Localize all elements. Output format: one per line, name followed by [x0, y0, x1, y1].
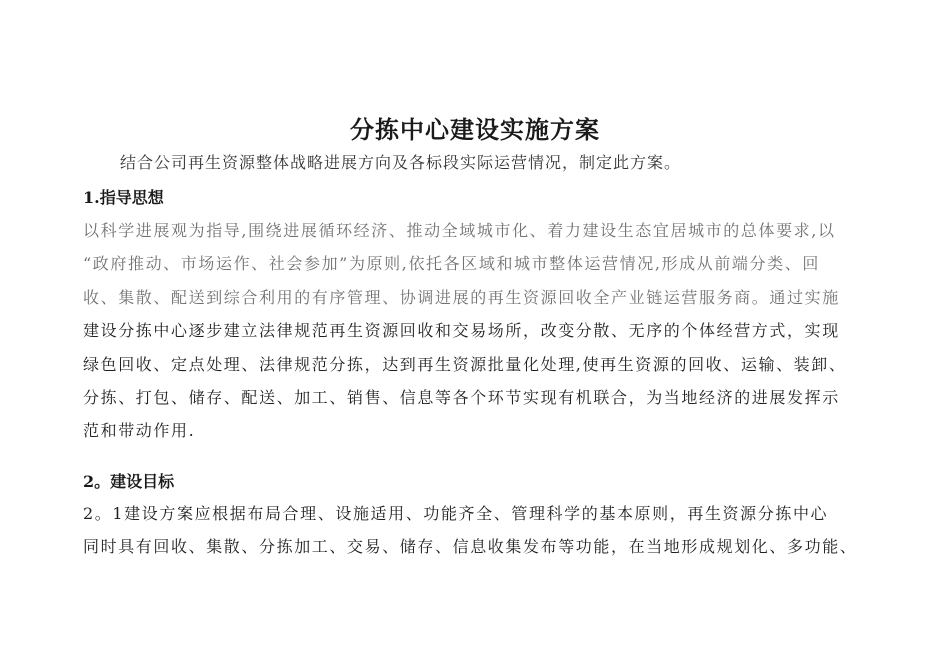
section-2-heading: 2。建设目标 — [83, 472, 175, 491]
section-1-paragraph — [83, 214, 883, 448]
section-2-paragraph — [83, 497, 883, 564]
paragraph-line: 收、集散、配送到综合利用的有序管理、协调进展的再生资源回收全产业链运营服务商。通过实施 — [83, 287, 840, 307]
paragraph-line: 建设分拣中心逐步建立法律规范再生资源回收和交易场所，改变分散、无序的个体经营方式，实现 — [83, 321, 840, 341]
paragraph-line: 同时具有回收、集散、分拣加工、交易、储存、信息收集发布等功能，在当地形成规划化、多功能、 — [83, 537, 858, 557]
section-1-heading: 1.指导思想 — [83, 188, 164, 207]
paragraph-line: 绿色回收、定点处理、法律规范分拣，达到再生资源批量化处理,使再生资源的回收、运输、装卸、 — [83, 354, 847, 374]
paragraph-line: 分拣、打包、储存、配送、加工、销售、信息等各个环节实现有机联合，为当地经济的进展发挥示 — [83, 388, 840, 408]
intro-paragraph: 结合公司再生资源整体战略进展方向及各标段实际运营情况，制定此方案。 — [120, 153, 682, 172]
paragraph-line: 以科学进展观为指导,围绕进展循环经济、推动全域城市化、着力建设生态宜居城市的总体要求,以 — [83, 221, 836, 240]
paragraph-line: 范和带动作用. — [83, 421, 196, 441]
paragraph-line: 2。1建设方案应根据布局合理、设施适用、功能齐全、管理科学的基本原则，再生资源分拣中心 — [83, 504, 829, 523]
paragraph-line: “政府推动、市场运作、社会参加”为原则,依托各区域和城市整体运营情况,形成从前端分类、回 — [83, 254, 820, 274]
document-title: 分拣中心建设实施方案 — [350, 115, 600, 144]
